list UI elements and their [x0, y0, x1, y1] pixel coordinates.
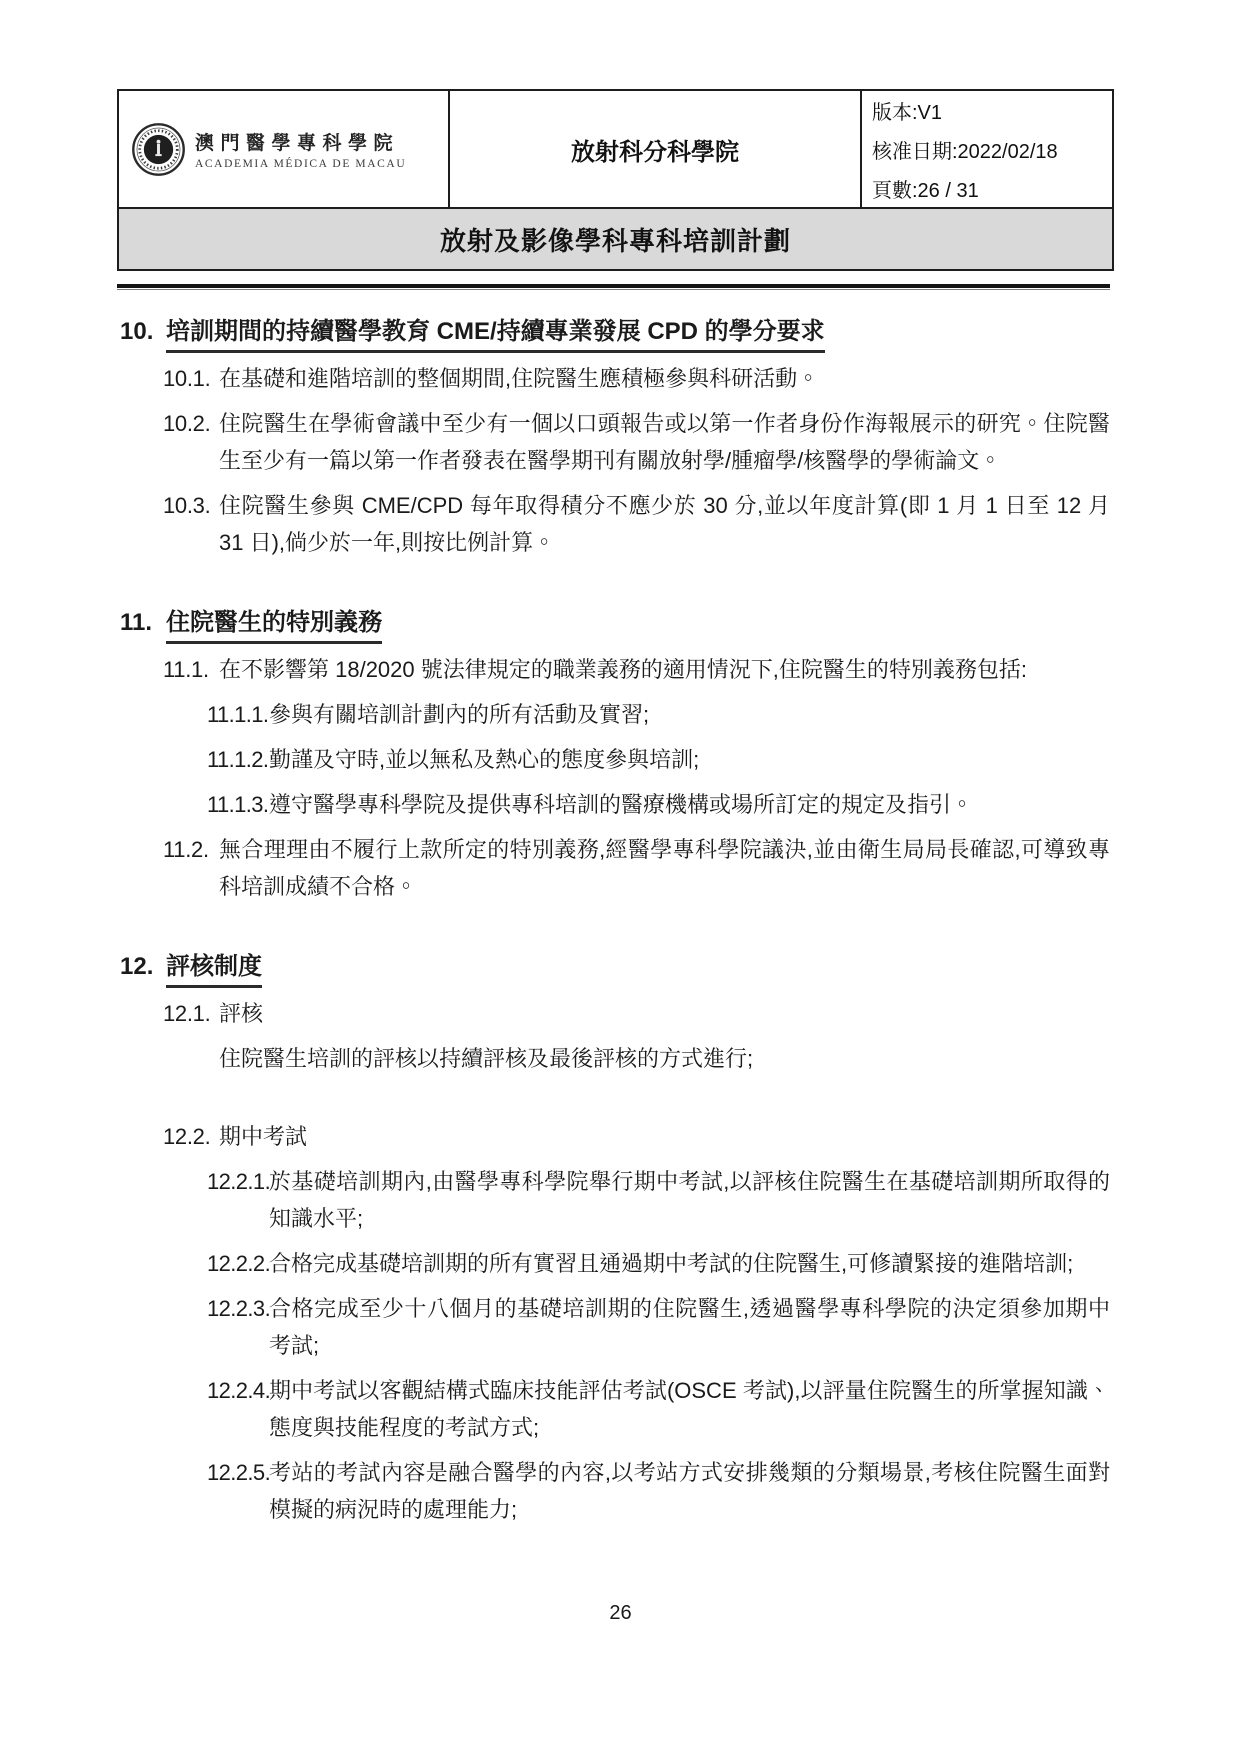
- rule-thin-line: [117, 289, 1110, 290]
- item-number: 10.1.: [163, 366, 211, 391]
- list-item: [117, 831, 1110, 905]
- header-logo-cell: [119, 91, 448, 207]
- document-title: 放射及影像學科專科培訓計劃: [439, 225, 791, 256]
- item-text: 遵守醫學專科學院及提供專科培訓的醫療機構或場所訂定的規定及指引。: [269, 792, 974, 817]
- approval-date-line: 核准日期:2022/02/18: [872, 141, 1058, 163]
- logo-text-block: [195, 128, 406, 170]
- page-content: [117, 89, 1110, 1528]
- item-number: 12.1.: [163, 1001, 211, 1026]
- item-text: 住院醫生在學術會議中至少有一個以口頭報告或以第一作者身份作海報展示的研究。住院醫生至少有一篇以第一作者發表在醫學期刊有關放射學/腫瘤學/核醫學的學術論文。: [219, 411, 1110, 473]
- document-title-bar: [119, 207, 1112, 269]
- list-item: [117, 405, 1110, 479]
- document-body: [117, 318, 1110, 1528]
- list-item: [117, 1454, 1110, 1528]
- item-number: 12.2.1.: [207, 1169, 271, 1194]
- list-item: [117, 651, 1110, 688]
- item-text: 於基礎培訓期內,由醫學專科學院舉行期中考試,以評核住院醫生在基礎培訓期所取得的知識水平;: [269, 1169, 1110, 1231]
- item-number: 12.2.4.: [207, 1378, 271, 1403]
- section-number: 10.: [120, 318, 154, 345]
- list-item: [117, 1372, 1110, 1446]
- item-number: 12.2.2.: [207, 1251, 271, 1276]
- list-item: [117, 786, 1110, 823]
- document-header-table: [117, 89, 1114, 271]
- item-number: 12.2.5.: [207, 1460, 271, 1485]
- item-text: 合格完成至少十八個月的基礎培訓期的住院醫生,透過醫學專科學院的決定須參加期中考試;: [269, 1296, 1110, 1358]
- item-text: 住院醫生培訓的評核以持續評核及最後評核的方式進行;: [219, 1046, 754, 1071]
- item-number: 11.1.: [163, 657, 209, 682]
- item-text: 住院醫生參與 CME/CPD 每年取得積分不應少於 30 分,並以年度計算(即 1 月 1 日至 12 月 31 日),倘少於一年,則按比例計算。: [219, 493, 1110, 555]
- list-item: [117, 1040, 1110, 1077]
- item-text: 合格完成基礎培訓期的所有實習且通過期中考試的住院醫生,可修讀緊接的進階培訓;: [269, 1251, 1074, 1276]
- item-text: 參與有關培訓計劃內的所有活動及實習;: [269, 702, 650, 727]
- section-heading: [117, 318, 1110, 353]
- item-number: 11.1.2.: [207, 747, 269, 772]
- item-number: 11.1.1.: [207, 702, 269, 727]
- section-title: 評核制度: [166, 953, 262, 988]
- item-text: 期中考試: [219, 1124, 308, 1149]
- version-line: 版本:V1: [872, 102, 943, 124]
- item-text: 無合理理由不履行上款所定的特別義務,經醫學專科學院議決,並由衛生局局長確認,可導致專科培訓成績不合格。: [219, 837, 1110, 899]
- item-number: 11.2.: [163, 837, 209, 862]
- section-10: [117, 318, 1110, 561]
- item-number: 10.3.: [163, 493, 211, 518]
- page-count-line: 頁數:26 / 31: [872, 180, 979, 202]
- list-item: [117, 696, 1110, 733]
- header-divider-rule: [117, 284, 1110, 290]
- item-number: 10.2.: [163, 411, 211, 436]
- header-meta-cell: [860, 91, 1112, 207]
- item-text: 在基礎和進階培訓的整個期間,住院醫生應積極參與科研活動。: [219, 366, 820, 391]
- college-title: 放射科分科學院: [571, 138, 739, 166]
- list-item: [117, 1163, 1110, 1237]
- item-text: 勤謹及守時,並以無私及熱心的態度參與培訓;: [269, 747, 700, 772]
- item-number: 12.2.: [163, 1124, 211, 1149]
- list-item: [117, 741, 1110, 778]
- academy-seal-logo: [131, 122, 186, 177]
- org-name-zh: 澳門醫學專科學院: [195, 133, 400, 154]
- section-number: 12.: [120, 953, 154, 980]
- header-college-cell: [448, 91, 860, 207]
- item-number: [163, 1040, 219, 1077]
- list-item: [117, 487, 1110, 561]
- item-text: 在不影響第 18/2020 號法律規定的職業義務的適用情況下,住院醫生的特別義務包括:: [219, 657, 1027, 682]
- list-item: [117, 995, 1110, 1032]
- section-title: 培訓期間的持續醫學教育 CME/持續專業發展 CPD 的學分要求: [166, 318, 825, 353]
- section-heading: [117, 953, 1110, 988]
- item-number: 12.2.3.: [207, 1296, 271, 1321]
- item-text: 考站的考試內容是融合醫學的內容,以考站方式安排幾類的分類場景,考核住院醫生面對模擬的病況時的處理能力;: [269, 1460, 1110, 1522]
- section-number: 11.: [120, 609, 153, 636]
- item-text: 評核: [219, 1001, 264, 1026]
- org-name-en: ACADEMIA MÉDICA DE MACAU: [195, 158, 407, 170]
- rule-thick-line: [117, 284, 1110, 288]
- item-text: 期中考試以客觀結構式臨床技能評估考試(OSCE 考試),以評量住院醫生的所掌握知識、態度與技能程度的考試方式;: [269, 1378, 1110, 1440]
- list-item: [117, 1290, 1110, 1364]
- page-number: 26: [609, 1602, 632, 1624]
- list-item: [117, 1245, 1110, 1282]
- item-number: 11.1.3.: [207, 792, 269, 817]
- section-title: 住院醫生的特別義務: [166, 609, 382, 644]
- list-item: [117, 360, 1110, 397]
- list-item: [117, 1118, 1110, 1155]
- section-12: [117, 953, 1110, 1528]
- section-11: [117, 609, 1110, 905]
- section-heading: [117, 609, 1110, 644]
